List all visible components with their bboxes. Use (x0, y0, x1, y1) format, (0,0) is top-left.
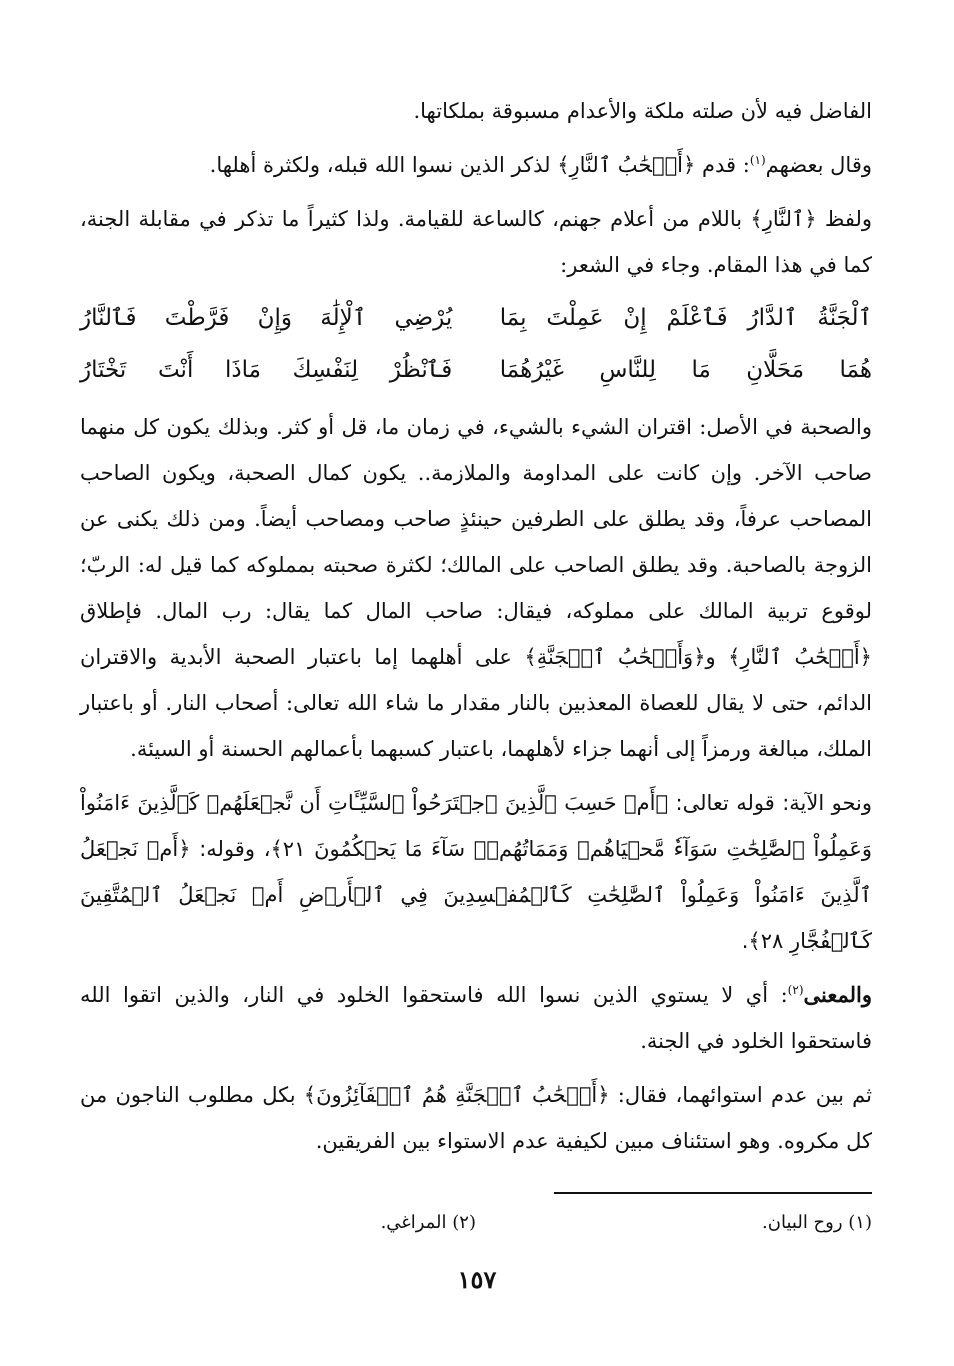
poem-hemistich-left: فَٱنْظُرْ لِنَفْسِكَ مَاذَا أَنْتَ تَخْتَارُ (80, 357, 453, 383)
page-body (80, 88, 872, 1172)
poem-hemistich-left: يُرْضِي ٱلْإِلَٰهَ وَإِنْ فَرَّطْتَ فَٱلنَّارُ (80, 305, 453, 331)
paragraph-5 (80, 780, 872, 964)
paragraph-text: : قدم ﴿أَصۡحَٰبُ ٱلنَّارِ﴾ لذكر الذين نسوا الله قبله، ولكثرة أهلها. (209, 153, 750, 177)
footnote-1: (١) روح البيان. (762, 1212, 872, 1233)
footnote-2: (٢) المراغي. (380, 1212, 476, 1233)
poem-hemistich-right: هُمَا مَحَلَّانِ مَا لِلنَّاسِ غَيْرُهُمَا (499, 357, 872, 383)
footnote-reference-2[interactable]: (٢) (787, 983, 804, 997)
paragraph-text: ولفظ ﴿ٱلنَّارِ﴾ باللام من أعلام جهنم، كالساعة للقيامة. ولذا كثيراً ما تذكر في مقابلة الجنة، كما في هذا المقام. وجاء في الشعر: (80, 207, 872, 277)
poem-verse-2 (80, 344, 872, 396)
poem (80, 292, 872, 396)
paragraph-lead: وقال بعضهم (765, 153, 872, 177)
paragraph-text: : أي لا يستوي الذين نسوا الله فاستحقوا الخلود في النار، والذين اتقوا الله فاستحقوا الخلود في الجنة. (80, 983, 872, 1053)
poem-verse-1 (80, 292, 872, 344)
paragraph-1 (80, 88, 872, 134)
paragraph-text: ونحو الآية: قوله تعالى: ﴿أَمۡ حَسِبَ ٱلَّذِينَ ٱجۡتَرَحُواْ ٱلسَّيِّـَٔاتِ أَن نَّجۡعَلَهُمۡ كَٱلَّذِينَ ءَامَنُواْ وَعَمِلُواْ ٱلصَّٰلِحَٰتِ سَوَآءٗ مَّحۡيَاهُمۡ وَمَمَاتُهُمۡۚ سَآءَ مَا يَحۡكُمُونَ ٢١﴾، وقوله: ﴿أَمۡ نَجۡعَلُ ٱلَّذِينَ ءَامَنُواْ وَعَمِلُواْ ٱلصَّٰلِحَٰتِ كَٱلۡمُفۡسِدِينَ فِي ٱلۡأَرۡضِ أَمۡ نَجۡعَلُ ٱلۡمُتَّقِينَ كَٱلۡفُجَّارِ ٢٨﴾. (80, 791, 873, 953)
poem-hemistich-right: ٱلْجَنَّةُ ٱلدَّارُ فَٱعْلَمْ إِنْ عَمِلْتَ بِمَا (499, 305, 872, 331)
paragraph-2 (80, 142, 872, 188)
paragraph-text: والصحبة في الأصل: اقتران الشيء بالشيء، في زمان ما، قل أو كثر. وبذلك يكون كل منهما صاحب الآخر. وإن كانت على المداومة والملازمة.. يكون كمال الصحبة، ويكون الصاحب المصاحب عرفاً، وقد يطلق على الطرفين حينئذٍ صاحب ومصاحب أيضاً. ومن ذلك يكنى عن الزوجة بالصاحبة. وقد يطلق الصاحب على المالك؛ لكثرة صحبته بمملوكه كما قيل له: الربّ؛ لوقوع تربية المالك على مملوكه، فيقال: صاحب المال كما يقال: رب المال. فإطلاق ﴿أَصۡحَٰبُ ٱلنَّارِ﴾ و﴿وَأَصۡحَٰبُ ٱلۡجَنَّةِ﴾ على أهلهما إما باعتبار الصحبة الأبدية والاقتران الدائم، حتى لا يقال للعصاة المعذبين بالنار مقدار ما شاء الله تعالى: أصحاب النار. أو باعتبار الملك، مبالغة ورمزاً إلى أنهما جزاء لأهلهما، باعتبار كسبهما بأعمالهم الحسنة أو السيئة. (80, 415, 872, 761)
paragraph-4 (80, 404, 872, 772)
paragraph-6 (80, 972, 872, 1064)
paragraph-3 (80, 196, 872, 288)
footnote-divider (554, 1192, 872, 1194)
paragraph-text: الفاضل فيه لأن صلته ملكة والأعدام مسبوقة بملكاتها. (413, 99, 872, 123)
paragraph-text: ثم بين عدم استوائهما، فقال: ﴿أَصۡحَٰبُ ٱلۡجَنَّةِ هُمُ ٱلۡفَآئِزُونَ﴾ بكل مطلوب الناجون من كل مكروه. وهو استئناف مبين لكيفية عدم الاستواء بين الفريقين. (80, 1083, 872, 1153)
footnotes (80, 1208, 872, 1238)
paragraph-7 (80, 1072, 872, 1164)
paragraph-lead: والمعنى (803, 982, 872, 1007)
page-number: ١٥٧ (457, 1265, 497, 1294)
footnote-reference-1[interactable]: (١) (749, 153, 766, 167)
